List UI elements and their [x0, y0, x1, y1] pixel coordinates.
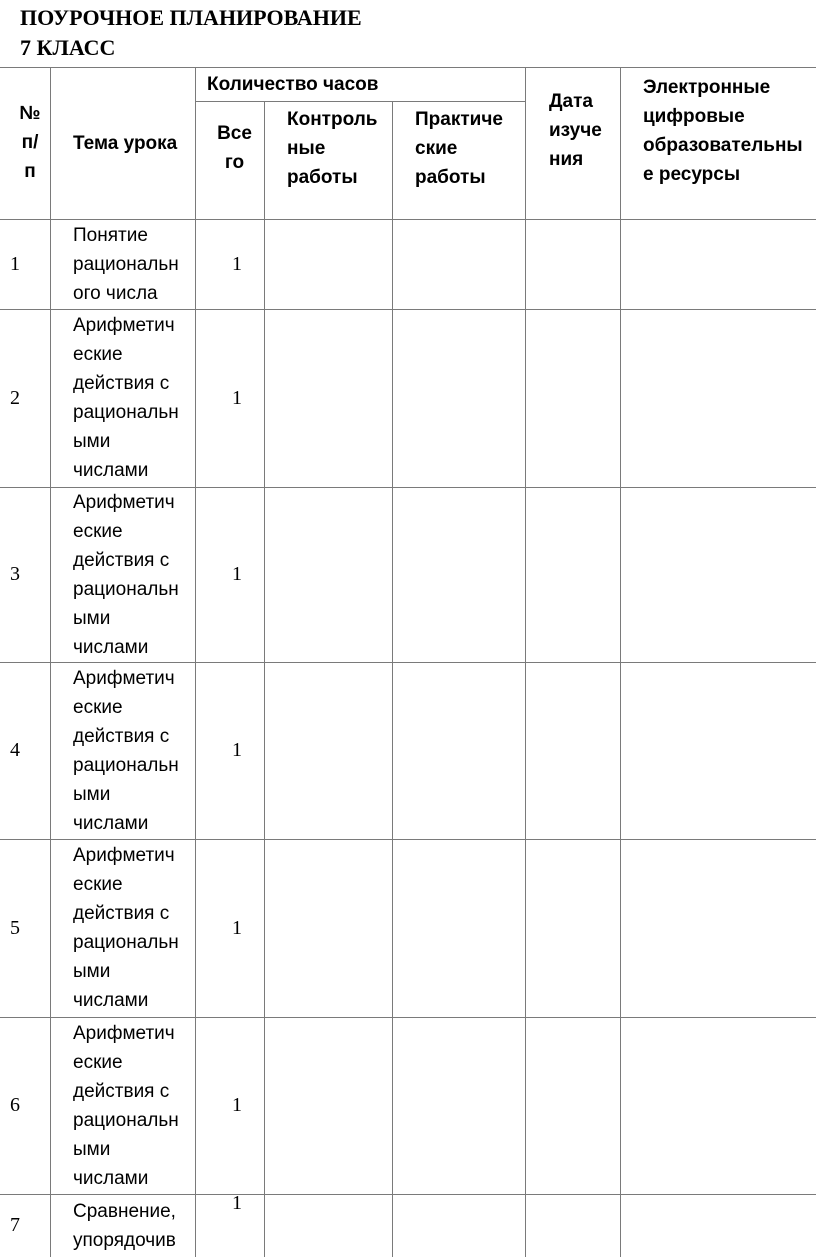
row-topic: Арифметич еские действия с рациональн ыми числами — [73, 491, 179, 658]
row-practical-works — [392, 1194, 525, 1257]
row-topic: Арифметич еские действия с рациональн ыми числами — [73, 667, 179, 834]
row-topic: Арифметич еские действия с рациональн ыми числами — [73, 845, 179, 1011]
row-practical-works — [392, 662, 525, 839]
row-total-hours: 1 — [232, 1094, 242, 1116]
row-study-date — [525, 1017, 620, 1194]
row-total-hours: 1 — [232, 563, 242, 585]
row-total-hours: 1 — [232, 252, 242, 275]
row-topic: Арифметич еские действия с рациональн ыми числами — [73, 315, 179, 481]
row-number: 2 — [10, 386, 20, 409]
row-study-date — [525, 662, 620, 839]
row-control-works — [264, 219, 392, 309]
row-total-hours: 1 — [232, 916, 242, 939]
header-hours-total: Все го — [217, 123, 252, 173]
row-topic: Сравнение, упорядочив — [73, 1201, 176, 1251]
header-study-date: Дата изуче ния — [549, 91, 602, 170]
row-digital-resources — [620, 1017, 816, 1194]
title-line-1: ПОУРОЧНОЕ ПЛАНИРОВАНИЕ — [20, 5, 362, 30]
row-number: 5 — [10, 916, 20, 939]
row-practical-works — [392, 1017, 525, 1194]
row-digital-resources — [620, 309, 816, 487]
row-number: 3 — [10, 563, 20, 585]
row-control-works — [264, 309, 392, 487]
header-digital-resources: Электронные цифровые образовательны е ресурсы — [643, 77, 803, 185]
header-hours-group: Количество часов — [207, 73, 379, 95]
row-study-date — [525, 309, 620, 487]
row-study-date — [525, 839, 620, 1017]
row-practical-works — [392, 487, 525, 662]
row-control-works — [264, 1017, 392, 1194]
row-study-date — [525, 1194, 620, 1257]
row-practical-works — [392, 839, 525, 1017]
row-total-hours: 1 — [232, 739, 242, 761]
header-number: № п/ п — [19, 102, 41, 182]
header-practical-works: Практиче ские работы — [415, 109, 503, 188]
row-control-works — [264, 1194, 392, 1257]
header-control-works: Контроль ные работы — [287, 109, 378, 188]
row-number: 1 — [10, 252, 20, 275]
row-number: 7 — [10, 1214, 20, 1236]
row-digital-resources — [620, 1194, 816, 1257]
row-digital-resources — [620, 839, 816, 1017]
row-number: 4 — [10, 739, 20, 761]
row-practical-works — [392, 309, 525, 487]
row-topic: Арифметич еские действия с рациональн ыми числами — [73, 1022, 179, 1189]
title-line-2: 7 КЛАСС — [20, 35, 116, 60]
row-control-works — [264, 662, 392, 839]
header-topic: Тема урока — [73, 132, 178, 154]
row-number: 6 — [10, 1094, 20, 1116]
row-topic: Понятие рациональн ого числа — [73, 224, 179, 304]
row-total-hours: 1 — [232, 386, 242, 409]
row-control-works — [264, 487, 392, 662]
row-study-date — [525, 487, 620, 662]
page-title — [20, 3, 362, 63]
row-digital-resources — [620, 662, 816, 839]
row-study-date — [525, 219, 620, 309]
row-digital-resources — [620, 219, 816, 309]
row-digital-resources — [620, 487, 816, 662]
row-total-hours: 1 — [232, 1192, 242, 1214]
row-control-works — [264, 839, 392, 1017]
row-practical-works — [392, 219, 525, 309]
